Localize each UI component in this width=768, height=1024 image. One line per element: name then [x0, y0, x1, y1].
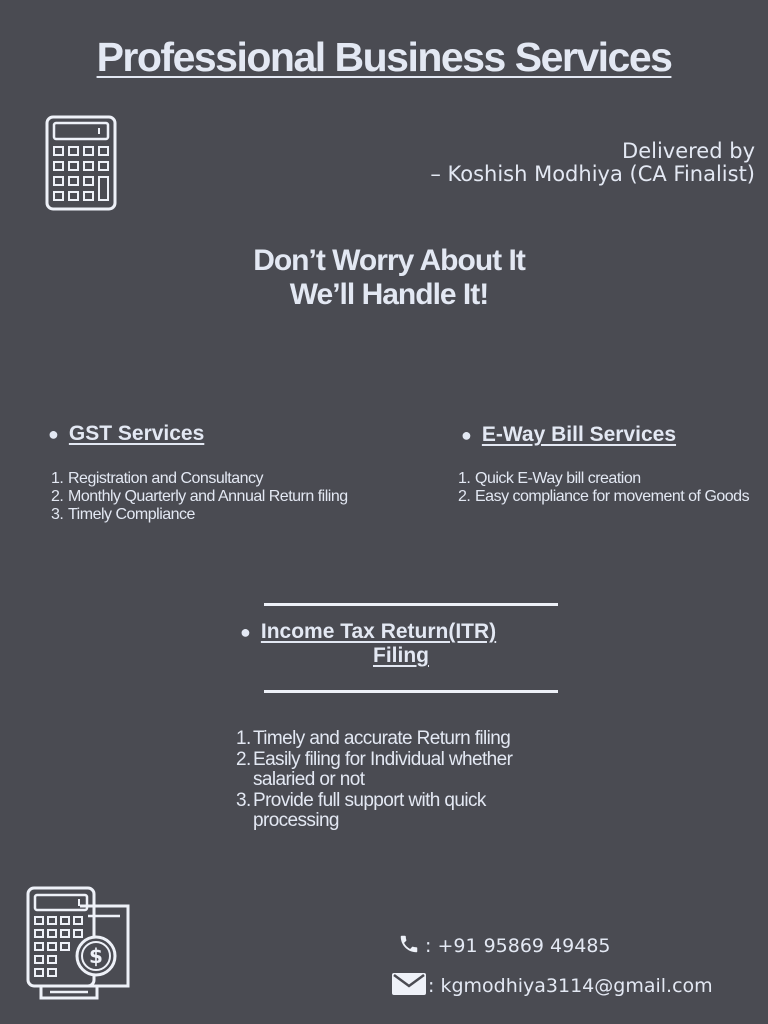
- itr-heading: ● Income Tax Return(ITR) Filing: [240, 620, 497, 667]
- divider-top: [264, 603, 558, 606]
- bullet-icon: ●: [48, 424, 59, 444]
- calculator-icon: [45, 115, 117, 211]
- divider-bottom: [264, 690, 558, 693]
- gst-services-list: [51, 470, 348, 524]
- list-item: Timely and accurate Return filing: [253, 728, 511, 749]
- list-item: Timely Compliance: [68, 506, 195, 523]
- tagline-line-1: Don’t Worry About It: [253, 244, 525, 277]
- delivered-by-label: Delivered by: [622, 139, 755, 163]
- phone-number[interactable]: : +91 95869 49485: [425, 935, 611, 957]
- list-item: Quick E-Way bill creation: [475, 470, 641, 487]
- phone-contact: [397, 933, 611, 960]
- eway-bill-list: [458, 470, 758, 506]
- bullet-icon: ●: [461, 425, 472, 445]
- bullet-icon: ●: [240, 622, 251, 642]
- eway-bill-heading: ● E-Way Bill Services: [461, 423, 677, 446]
- envelope-icon: [392, 972, 426, 1001]
- gst-services-heading: ● GST Services: [48, 422, 205, 445]
- page-title: Professional Business Services: [96, 34, 672, 80]
- delivered-by: [430, 140, 755, 186]
- svg-text:$: $: [89, 944, 103, 968]
- list-item: Easily filing for Individual whether salaried or not: [253, 748, 513, 790]
- list-item: Monthly Quarterly and Annual Return filing: [68, 488, 348, 505]
- list-item: Easy compliance for movement of Goods: [475, 488, 750, 505]
- email-contact: [392, 972, 713, 1001]
- itr-list: [236, 729, 566, 832]
- list-item: Registration and Consultancy: [68, 470, 264, 487]
- email-address[interactable]: : kgmodhiya3114@gmail.com: [428, 975, 713, 997]
- calculator-money-icon: [26, 886, 132, 1004]
- author-name: – Koshish Modhiya (CA Finalist): [430, 162, 755, 186]
- tagline: [0, 244, 768, 312]
- list-item: Provide full support with quick processing: [253, 789, 486, 831]
- phone-icon: [397, 933, 421, 960]
- tagline-line-2: We’ll Handle It!: [289, 278, 489, 311]
